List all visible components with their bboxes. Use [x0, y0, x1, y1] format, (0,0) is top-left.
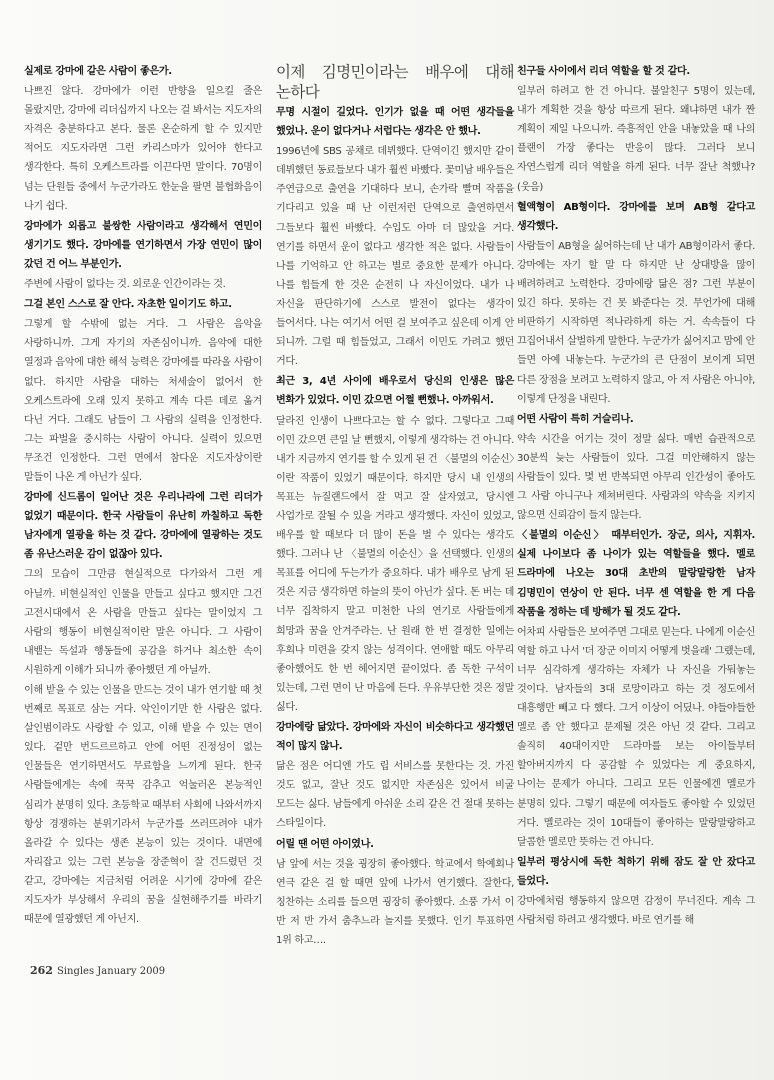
interview-question: 그걸 본인 스스로 잘 안다. 자초한 일이기도 하고.	[24, 299, 232, 311]
interview-answer: 사람들이 AB형을 싫어하는데 난 내가 AB형이라서 좋다. 강마에는 자기 할 말 다 하지만 난 상대방을 많이 배려하려고 노력한다. 강마에랑 닮은 점? 그런 부분이 있긴 하다. 못하는 건 못 봐준다는 것. 무언가에 대해 비판하기 시작하면 적나라하게 하는 거. 속속들이 다 끄집어내서 살벌하게 말한다. 누군가가 싫어지고 맘에 안 들면 아예 내놓는다. 누군가의 큰 단점이 보이게 되면 다른 장점을 보려고 노력하지 않고, 아 저 사람은 아니야, 이렇게 단정을 내린다.	[517, 240, 755, 405]
interview-answer: 주변에 사람이 없다는 것. 외로운 인간이라는 것.	[24, 279, 226, 291]
interview-question: 강마에가 외롭고 불쌍한 사람이라고 생각해서 연민이 생기기도 했다. 강마에를 연기하면서 가장 연민이 많이 갔던 건 어느 부분인가.	[24, 220, 262, 270]
interview-question: 어떤 사람이 특히 거슬리나.	[517, 413, 634, 425]
interview-answer: 일부러 하려고 한 건 아니다. 불알친구 5명이 있는데, 내가 계획한 것을 항상 따르게 된다. 왜냐하면 내가 짠 계획이 제일 나으니까. 즉흥적인 안을 내놓았을 때 나의 플랜이 가장 좋다는 반응이 많다. 그러다 보니 자연스럽게 리더 역할을 하게 된다. 너무 잘난 척했나? (웃음)	[517, 86, 755, 193]
interview-question: 친구들 사이에서 리더 역할을 할 것 같다.	[517, 66, 690, 77]
interview-question: 실제로 강마에 같은 사람이 좋은가.	[24, 66, 172, 77]
interview-answer: 남 앞에 서는 것을 굉장히 좋아했다. 학교에서 학예회나 연극 같은 걸 할 때면 앞에 나가서 연기했다. 잘한다, 칭찬하는 소리를 들으면 굉장히 좋아했다. 소풍 가서 이 반 저 반 가서 춤추느라 놀지를 못했다. 인기 투표하면 1위 하고….	[276, 858, 514, 947]
interview-answer: 달라진 인생이 나쁘다고는 할 수 없다. 그렇다고 그때 이민 갔으면 큰일 날 뻔했지, 이렇게 생각하는 건 아니다. 내가 지금까지 연기를 할 수 있게 된 건 〈불멸의 이순신〉이란 작품이 있었기 때문이다. 하지만 당시 내 인생의 목표는 뉴질랜드에서 잘 먹고 잘 살자였고, 당시엔 사업가로 잘될 수 있을 거라고 생각했다. 자신이 있었고, 배우를 할 때보다 더 많이 돈을 벌 수 있다는 생각도 했다. 그러나 난 〈불멸의 이순신〉을 선택했다. 인생의 목표를 어디에 두는가가 중요하다. 내가 배우로 남게 된 것은 지금 생각하면 하늘의 뜻이 아닌가 싶다. 돈 버는 데 너무 집착하지 말고 미천한 나의 연기로 사람들에게 희망과 꿈을 안겨주라는. 난 원래 한 번 결정한 일에는 후회나 미련을 갖지 않는 성격이다. 연애할 때도 아무리 좋아했어도 한 번 헤어지면 끝이었다. 좀 독한 구석이 있는데, 그런 면이 난 마음에 든다. 우유부단한 것은 정말 싫다.	[276, 415, 514, 713]
interview-question: 어릴 땐 어떤 아이였나.	[276, 838, 374, 850]
interview-answer: 1996년에 SBS 공채로 데뷔했다. 단역이긴 했지만 같이 데뷔했던 동료들보다 내가 훨씬 바빴다. 꽃미남 배우들은 주연급으로 출연을 기대하다 보니, 손가락 빨며 작품을 기다리고 있을 때 난 이런저런 단역으로 출연하면서 그들보다 훨씬 바빴다. 수입도 아마 더 많았을 거다. 연기를 하면서 운이 없다고 생각한 적은 없다. 사람들이 나를 기억하고 안 하고는 별로 중요한 문제가 아니다. 나를 힘들게 한 것은 순전히 나 자신이었다. 내가 나 자신을 판단하기에 스스로 발전이 없다는 생각이 들어서다. 나는 여기서 어떤 걸 보여주고 싶은데 이게 안 되니까. 그럴 때 힘들었고, 그래서 이민도 가려고 했던 거다.	[276, 146, 514, 368]
section-title: 이제 김명민이라는 배우에 대해 논하다	[276, 63, 514, 101]
page-footer	[30, 964, 165, 977]
interview-answer: 강마에처럼 행동하지 않으면 감정이 무너진다. 계속 그 사람처럼 하려고 생각했다. 바로 연기를 해	[517, 896, 755, 927]
interview-question: 무명 시절이 길었다. 인기가 없을 때 어떤 생각들을 했었나. 운이 없다거나 서럽다는 생각은 안 했나.	[276, 107, 514, 138]
interview-question: 최근 3, 4년 사이에 배우로서 당신의 인생은 많은 변화가 있었다. 이민 갔으면 어쩔 뻔했나. 아까워서.	[276, 376, 514, 407]
interview-answer: 나쁘진 않다. 강마에가 이런 반향을 일으킬 줄은 몰랐지만, 강마에 리더십까지 나오는 걸 봐서는 지도자의 자격은 충분하다고 본다. 물론 온순하게 할 수 있지만 적어도 지도자라면 그런 카리스마가 있어야 한다고 생각한다. 특히 오케스트라를 이끈다면 말이다. 70명이 넘는 단원들 중에서 누군가라도 한눈을 팔면 불협화음이 나기 쉽다.	[24, 86, 262, 212]
interview-question: 〈불멸의 이순신〉 때부터인가. 장군, 의사, 지휘자. 실제 나이보다 좀 나이가 있는 역할들을 했다. 멜로 드라마에 나오는 30대 초반의 말랑말랑한 남자 김명민이 연상이 안 된다. 너무 센 역할을 한 게 다음 작품을 정하는 데 방해가 될 것도 같다.	[517, 530, 755, 618]
article-column-left	[24, 62, 262, 930]
interview-question: 강마에 신드롬이 일어난 것은 우리나라에 그런 리더가 없었기 때문이다. 한국 사람들이 유난히 까칠하고 독한 남자에게 열광을 하는 것 같다. 강마에에 열광하는 것도 좀 유난스러운 감이 없잖아 있다.	[24, 492, 262, 561]
interview-answer: 그렇게 할 수밖에 없는 거다. 그 사람은 음악을 사랑하니까. 그게 자기의 자존심이니까. 음악에 대한 열정과 음악에 대한 해석 능력은 강마에를 따라올 사람이 없다. 하지만 사람을 대하는 처세술이 없어서 한 오케스트라에 오래 있지 못하고 계속 다른 데로 옮겨 다닌 거다. 그래도 남들이 그 사람의 실력을 인정한다. 그는 파벌을 중시하는 사람이 아니다. 실력이 있으면 무조건 인정한다. 그런 면에서 참다운 지도자상이란 말들이 나온 게 아닌가 싶다.	[24, 319, 262, 483]
interview-answer: 이해 받을 수 있는 인물을 만드는 것이 내가 연기할 때 첫 번째로 목표로 삼는 거다. 악인이기만 한 사람은 없다. 살인범이라도 사랑할 수 있고, 이해 받을 수 있는 면이 있다. 겉만 번드르르하고 안에 어떤 진정성이 없는 인물들은 연기하면서도 무료함을 느끼게 된다. 한국 사람들에게는 속에 꾹꾹 감추고 억눌러온 본능적인 심리가 분명히 있다. 초등학교 때부터 사회에 나와서까지 항상 경쟁하는 분위기라서 누군가를 쓰러뜨려야 내가 올라갈 수 있다는 생존 본능이 있는 것이다. 내면에 자리잡고 있는 그런 본능을 장준혁이 잘 건드렸던 것 같고, 강마에는 지금처럼 어려운 시기에 강마에 같은 지도자가 부상해서 우리의 꿈을 실현해주기를 바라기 때문에 열광했던 게 아닌지.	[24, 685, 262, 926]
article-column-right	[517, 62, 755, 931]
page-number: 262	[30, 964, 53, 977]
interview-answer: 그의 모습이 그만큼 현실적으로 다가와서 그런 게 아닐까. 비현실적인 인물을 만들고 싶다고 했지만 그건 고전시대에서 온 사람을 만들고 싶다는 말이었지 그 사람의 행동이 비현실적이란 말은 아니다. 그 사람이 내뱉는 독설과 행동들에 공감을 하거나 최소한 속이 시원하게 이해가 되니까 좋아했던 게 아닐까.	[24, 569, 262, 676]
interview-answer: 어차피 사람들은 보여주면 그대로 믿는다. 나에게 이순신 역할 하고 나서 '더 장군 이미지 어떻게 벗을래' 그랬는데, 너무 심각하게 생각하는 자체가 나 자신을 가둬놓는 것이다. 남자들의 3대 로망이라고 하는 것 정도에서 대흥행만 빼고 다 했다. 그거 이상이 어딨나. 야들야들한 멜로 좀 안 했다고 문제될 것은 아닌 것 같다. 그리고 솔직히 40대이지만 드라마를 보는 아이들부터 할아버지까지 다 공감할 수 있었다는 게 중요하지, 나이는 문제가 아니다. 그리고 모든 인물에겐 멜로가 분명히 있다. 그렇기 때문에 여자들도 좋아할 수 있었던 거다. 멜로라는 것이 10대들이 좋아하는 말랑말랑하고 달콤한 멜로만 뜻하는 건 아니다.	[517, 626, 755, 848]
interview-answer: 약속 시간을 어기는 것이 정말 싫다. 매번 습관적으로 30분씩 늦는 사람들이 있다. 그걸 미안해하지 않는 사람들이 있다. 몇 번 반복되면 아무리 인간성이 좋아도 그 사람 아니구나 제쳐버린다. 사람과의 약속을 지키지 않으면 신뢰감이 들지 않는다.	[517, 433, 755, 522]
interview-question: 혈액형이 AB형이다. 강마에를 보며 AB형 같다고 생각했다.	[517, 201, 755, 232]
article-column-middle	[276, 62, 514, 951]
magazine-issue: Singles January 2009	[56, 966, 166, 977]
interview-answer: 닮은 점은 어디엔 가도 립 서비스를 못한다는 것. 가진 것도 없고, 잘난 것도 없지만 자존심은 있어서 비굴 모드는 싫다. 남들에게 아쉬운 소리 같은 건 절대 못하는 스타일이다.	[276, 761, 514, 830]
interview-question: 강마에랑 닮았다. 강마에와 자신이 비슷하다고 생각했던 적이 많지 않나.	[276, 722, 514, 753]
interview-question: 일부러 평상시에 독한 척하기 위해 잠도 잘 안 잤다고 들었다.	[517, 856, 755, 887]
